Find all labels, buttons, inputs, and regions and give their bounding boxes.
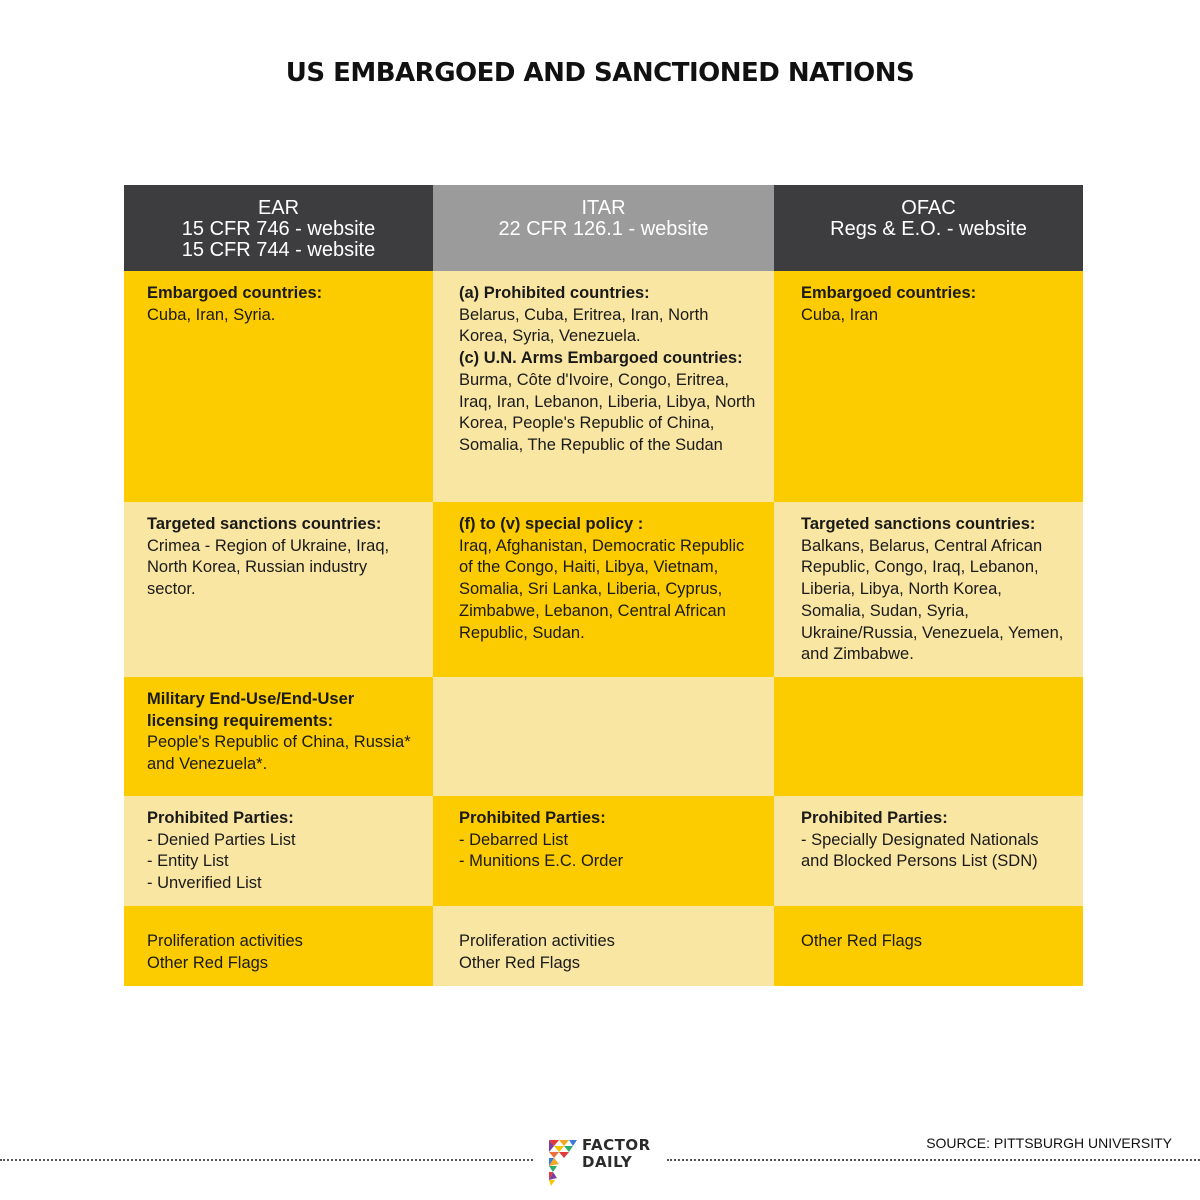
cell-text: Cuba, Iran, Syria. [147, 305, 276, 324]
list-item: Proliferation activities [459, 932, 615, 950]
cell-itar-red-flags [433, 906, 774, 986]
cell-heading: (a) Prohibited countries: [459, 284, 650, 302]
cell-text: Cuba, Iran [801, 305, 879, 324]
list-item: Other Red Flags [801, 932, 923, 950]
column-header-ofac [774, 185, 1083, 271]
cell-text: Crimea - Region of Ukraine, Iraq, North Korea, Russian industry sector. [147, 536, 390, 599]
cell-itar-empty [433, 677, 774, 796]
cell-heading: Embargoed countries: [147, 284, 323, 302]
header-link[interactable]: 22 CFR 126.1 - website [498, 218, 709, 240]
cell-ofac-red-flags [774, 906, 1083, 986]
cell-ofac-targeted [774, 502, 1083, 677]
list-item: - Denied Parties List [147, 830, 296, 849]
list-item: - Debarred List [459, 830, 569, 849]
list-item: Other Red Flags [147, 953, 269, 972]
cell-ear-embargoed [124, 271, 433, 502]
cell-text: People's Republic of China, Russia* and Venezuela*. [147, 733, 411, 774]
footer-divider-left [0, 1159, 533, 1161]
cell-heading: Prohibited Parties: [459, 809, 606, 827]
list-item: - Unverified List [147, 874, 262, 893]
cell-heading: Prohibited Parties: [147, 809, 294, 827]
cell-ear-red-flags [124, 906, 433, 986]
cell-ofac-embargoed [774, 271, 1083, 502]
logo-text-line1: FACTOR [582, 1136, 651, 1154]
footer-divider-right [667, 1159, 1200, 1161]
cell-heading: (c) U.N. Arms Embargoed countries: [459, 349, 743, 368]
column-header-itar [433, 185, 774, 271]
sanctions-table [124, 185, 1083, 986]
list-item: - Munitions E.C. Order [459, 852, 624, 871]
list-item: Other Red Flags [459, 953, 581, 972]
header-link[interactable]: 15 CFR 744 - website [181, 239, 376, 261]
cell-ear-prohibited-parties [124, 796, 433, 906]
factor-daily-logo [547, 1138, 667, 1188]
cell-heading: Targeted sanctions countries: [801, 515, 1036, 533]
column-header-ear [124, 185, 433, 271]
cell-ear-targeted [124, 502, 433, 677]
cell-itar-prohibited [433, 271, 774, 502]
cell-heading: Military End-Use/End-User licensing requirements: [147, 690, 355, 730]
list-item: Proliferation activities [147, 932, 303, 950]
list-item: - Entity List [147, 852, 229, 871]
cell-itar-special-policy [433, 502, 774, 677]
logo-text-line2: DAILY [582, 1153, 633, 1171]
cell-itar-prohibited-parties [433, 796, 774, 906]
factor-logo-icon [547, 1138, 581, 1188]
page-title: US EMBARGOED AND SANCTIONED NATIONS [285, 58, 915, 88]
cell-heading: Prohibited Parties: [801, 809, 948, 827]
cell-text: Iraq, Afghanistan, Democratic Republic of the Congo, Haiti, Libya, Vietnam, Somalia, Sri Lanka, Liberia, Cyprus, Zimbabwe, Lebanon, Central African Republic, Sudan. [459, 536, 745, 642]
source-credit: SOURCE: PITTSBURGH UNIVERSITY [926, 1135, 1172, 1151]
list-item: - Specially Designated Nationals and Blocked Persons List (SDN) [801, 830, 1039, 871]
cell-text: Belarus, Cuba, Eritrea, Iran, North Korea, Syria, Venezuela. [459, 305, 709, 346]
header-label: ITAR [581, 197, 626, 219]
cell-text: Balkans, Belarus, Central African Republic, Congo, Iraq, Lebanon, Liberia, Libya, North Korea, Somalia, Sudan, Syria, Ukraine/Russia, Venezuela, Yemen, and Zimbabwe. [801, 536, 1064, 664]
cell-ofac-prohibited-parties [774, 796, 1083, 906]
header-label: EAR [257, 197, 300, 219]
cell-ear-military [124, 677, 433, 796]
cell-heading: (f) to (v) special policy : [459, 515, 644, 533]
cell-text: Burma, Côte d'Ivoire, Congo, Eritrea, Iraq, Iran, Lebanon, Liberia, Libya, North Korea, People's Republic of China, Somalia, The Republic of the Sudan [459, 370, 756, 454]
cell-heading: Embargoed countries: [801, 284, 977, 302]
header-label: OFAC [901, 197, 956, 219]
header-link[interactable]: Regs & E.O. - website [830, 218, 1027, 240]
cell-ofac-empty [774, 677, 1083, 796]
cell-heading: Targeted sanctions countries: [147, 515, 382, 533]
header-link[interactable]: 15 CFR 746 - website [181, 218, 376, 240]
